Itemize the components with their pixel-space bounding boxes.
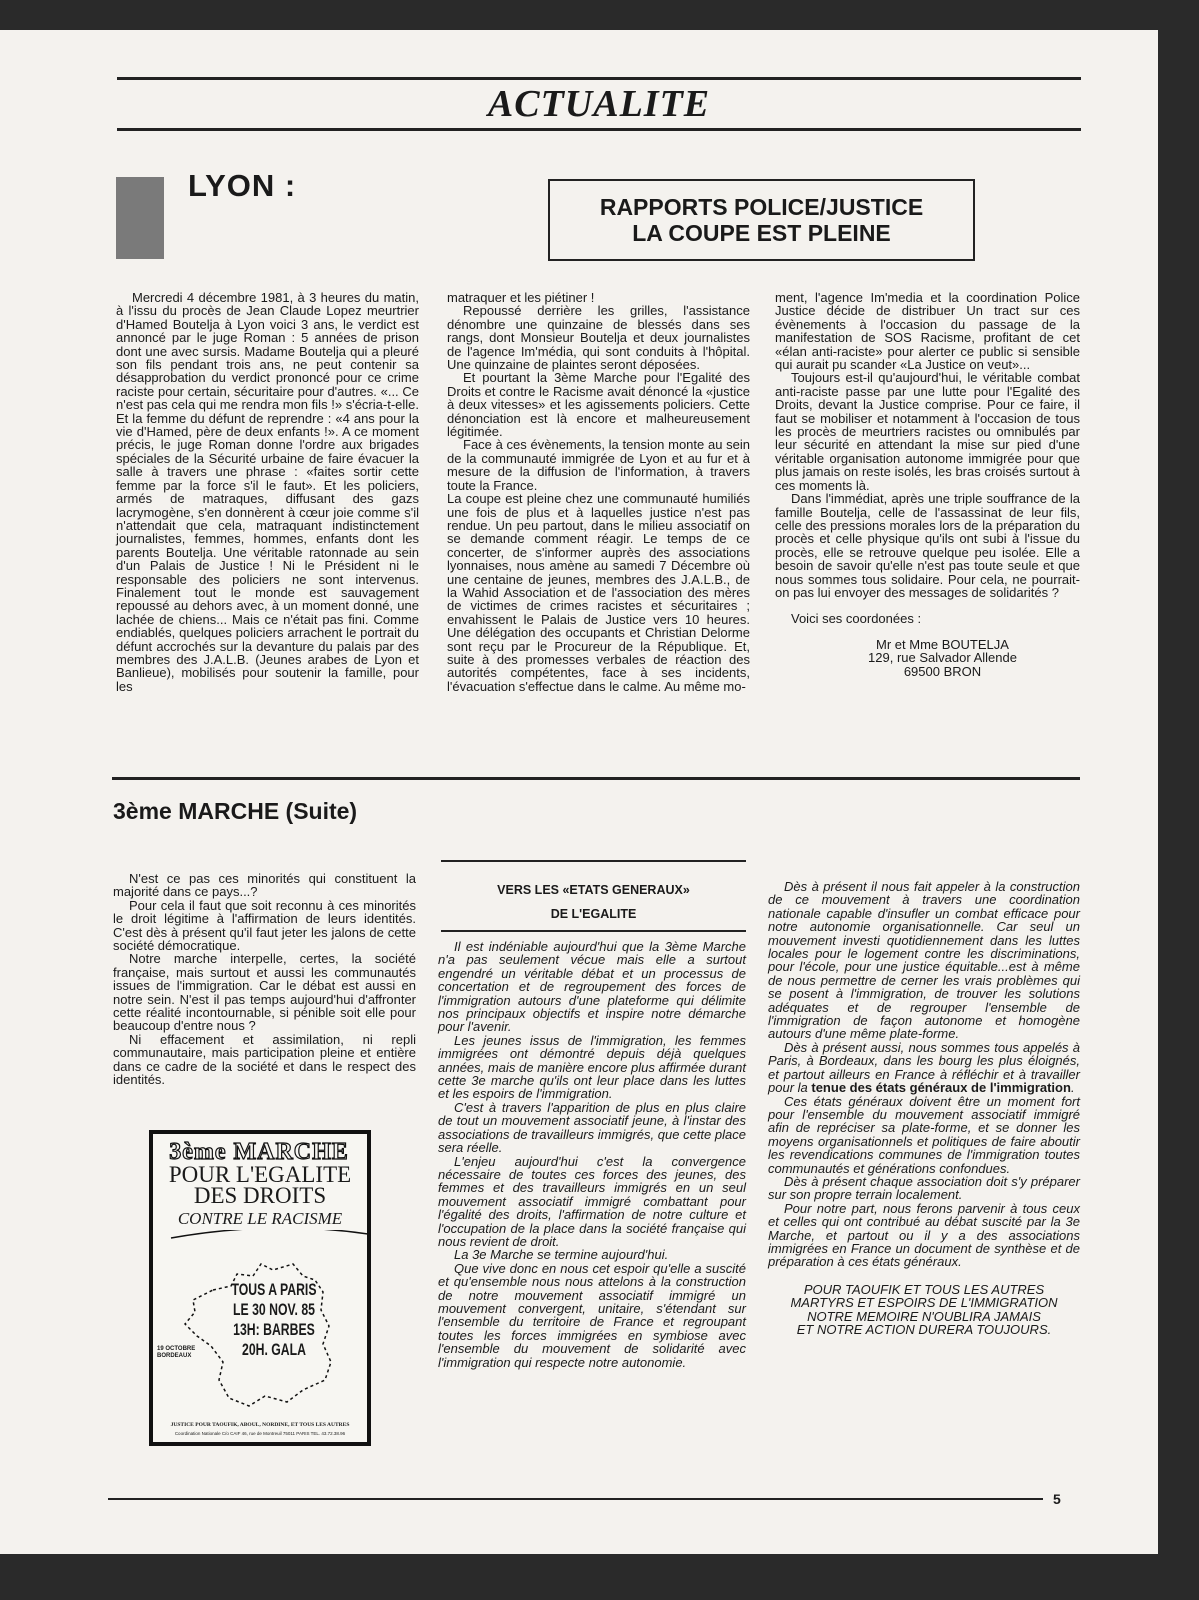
bold-phrase: tenue des états généraux de l'immigration	[811, 1080, 1071, 1096]
marche-column-2	[438, 940, 746, 1369]
paragraph-text: Dès à présent aussi, nous sommes tous appelés à Paris, à Bordeaux, dans les bourg les plus éloignés, et partout ailleurs en France à réfléchir et à travailler pour la	[768, 1039, 1080, 1096]
magazine-page	[0, 30, 1158, 1554]
paragraph: Ces états généraux doivent être un moment fort pour l'ensemble du mouvement associatif immigré afin de repréciser sa plate-forme, et se donner les moyens organisationnels et politiques de faire aboutir les revendications communes de l'immigration toutes communautés et générations confondues.	[768, 1093, 1080, 1176]
address-block	[805, 638, 1080, 678]
marche-column-1	[113, 872, 416, 1087]
etats-title	[441, 878, 746, 926]
poster-map-line: LE 30 NOV. 85	[233, 1300, 315, 1319]
closing-line: POUR TAOUFIK ET TOUS LES AUTRES	[803, 1281, 1045, 1297]
closing-line: ET NOTRE ACTION DURERA TOUJOURS.	[796, 1322, 1052, 1337]
paragraph: Mercredi 4 décembre 1981, à 3 heures du matin, à l'issu du procès de Jean Claude Lopez meurtrier d'Hamed Boutelja à Lyon voici 3 ans, le verdict est annoncé par le juge Roman : 5 années de prison dont une avec sursis. Madame Boutelja qui a pleuré son fils pendant trois ans, ne peut contenir sa désapprobation du verdict prononcé pour ce crime raciste pour certain, sécuritaire pour d'autres. «... Ce n'est pas cela qui me rendra mon fils !» s'écria-t-elle. Et la femme du défunt de reprendre : «4 ans pour la vie d'Hamed, père de deux enfants !». A ce moment précis, le juge Roman donne l'ordre aux brigades spéciales de la Sécurité urbaine de faire évacuer la salle à travers une phrase : «faites sortir cette femme par la force s'il le faut». Et les policiers, armés de matraques, diffusant des gazs lacrymogène, s'en donnèrent à cœur joie comme s'il n'attendait que cela, matraquant indistinctement journalistes, femmes, hommes, enfants dont les parents Boutelja. Une véritable ratonnade au sein d'un Palais de Justice ! Ni le Président ni le responsable des policiers ne sont intervenus. Finalement tout le monde est sauvagement repoussé au dehors avec, à un moment donné, une lachée de chiens... Mais ce n'était pas fini. Comme endiablés, quelques policiers arrachent le portrait du défunt accrochés sur la devanture du palais par des membres des J.A.L.B. (Jeunes arabes de Lyon et Banlieue), mobilisés pour soutenir la famille, pour les	[116, 290, 419, 694]
paragraph: Pour cela il faut que soit reconnu à ces minorités le droit légitime à l'affirmation de leurs identités. C'est dès à présent qu'il faut jeter les jalons de cette société démocratique.	[113, 897, 416, 954]
paragraph: Voici ses coordonées :	[791, 611, 922, 627]
paragraph: La coupe est pleine chez une communauté humiliés une fois de plus et à laquelles justice n'est pas rendue. Un peu partout, dans le milieu associatif on se demande comment réagir. Le temps de ce concerter, de s'informer auprès des associations lyonnaises, nous amène au samedi 7 Décembre où une centaine de jeunes, membres des J.A.L.B., de la Wahid Association et de l'association des mères de victimes de crimes racistes et sécuritaires ; envahissent le Palais de Justice vers 10 heures. Une délégation des occupants et Christian Delorme sont reçu par le Procureur de la République. Et, suite à des promesses verbales de réaction des autorités compétentes, face à ses incidents, l'évacuation s'effectue dans le calme. Au même mo-	[447, 491, 750, 694]
paragraph: Dès à présent il nous fait appeler à la construction de ce mouvement à travers une coordination nationale capable d'insufler un combat efficace pour notre autonomie organisationnelle. Car seul un mouvement investi quotidiennement dans les luttes locales pour le logement contre les discriminations, pour l'école, pour une justice équitable...est à même de nous permettre de cerner les vrais problèmes qui se posent à l'immigration, de trouver les solutions adéquates et de regrouper l'ensemble de l'immigration de façon autonome et homogène autours d'une même plate-forme.	[768, 879, 1080, 1042]
address-line: Mr et Mme BOUTELJA	[876, 636, 1009, 652]
lyon-heading: LYON :	[188, 168, 297, 203]
paragraph: Repoussé derrière les grilles, l'assistance dénombre une quinzaine de blessés dans ses rangs, dont Monsieur Boutelja et deux journalistes de l'agence Im'média, qui sont conduits à l'hôpital. Une quinzaine de plaintes seront déposées.	[447, 303, 750, 373]
header-top-rule	[117, 77, 1081, 80]
paragraph: Dès à présent aussi, nous sommes tous appelés à Paris, à Bordeaux, dans les bourg les plus éloignés, et partout ailleurs en France à réfléchir et à travailler pour la tenue des états généraux de l'immigration.	[768, 1039, 1080, 1096]
header-bottom-rule	[117, 128, 1081, 131]
etats-title-line-1: VERS LES «ETATS GENERAUX»	[497, 883, 690, 897]
paragraph: Notre marche interpelle, certes, la société française, mais surtout et aussi les communautés issues de l'immigration. Car le débat est aussi en notre sein. N'est il pas temps aujourd'hui d'affronter cette réalité incontournable, si pénible soit elle pour beaucoup d'entre nous ?	[113, 951, 416, 1034]
paragraph: Il est indéniable aujourd'hui que la 3ème Marche n'a pas seulement vécue mais elle a surtout engendré un véritable débat et un processus de concertation et de regroupement des forces de l'immigration autours d'une plateforme qui délimite nos principaux objectifs et inspire notre démarche pour l'avenir.	[438, 939, 746, 1035]
boxed-title	[548, 179, 975, 261]
marche-column-3	[768, 880, 1080, 1336]
closing-line: MARTYRS ET ESPOIRS DE L'IMMIGRATION	[790, 1295, 1058, 1311]
paragraph: ment, l'agence Im'media et la coordination Police Justice décide de distribuer Un tract sur ces évènements à l'occasion du passage de la manifestation de SOS Racisme, profitant de cet «élan anti-raciste» pour alerter ce public si sensible qui aurait pu scander «La Justice on veut»...	[775, 290, 1080, 373]
etats-title-line-2: DE L'EGALITE	[550, 907, 637, 921]
paragraph: C'est à travers l'apparition de plus en plus claire de tout un mouvement associatif jeune, à l'instar des associations de travailleurs immigrés, que cette place sera réelle.	[438, 1099, 746, 1156]
page-number: 5	[1053, 1491, 1061, 1507]
poster-map-line: 20H. GALA	[242, 1340, 306, 1359]
poster-map-line: 13H: BARBES	[233, 1320, 315, 1339]
paragraph: Ni effacement et assimilation, ni repli communautaire, mais participation pleine et entière dans ce cadre de la société et dans le respect des identités.	[113, 1031, 416, 1088]
poster-line-4: CONTRE LE RACISME	[177, 1209, 343, 1228]
poster-map-line: TOUS A PARIS	[231, 1280, 317, 1299]
lyon-column-1	[116, 291, 419, 693]
closing-line: NOTRE MEMOIRE N'OUBLIRA JAMAIS	[807, 1308, 1041, 1324]
paragraph: Dans l'immédiat, après une triple souffrance de la famille Boutelja, celle de l'assassinat de leur fils, celle des pressions morales lors de la préparation du procès et celle physique qu'ils ont subi à l'issue du procès, elle se retrouve quelque peu isolée. Elle a besoin de savoir qu'elle n'est pas toute seule et que nous sommes tous solidaire. Pour cela, ne pourrait-on pas lui envoyer des messages de solidarités ?	[775, 491, 1080, 600]
paragraph: Les jeunes issus de l'immigration, les femmes immigrées ont démontré depuis déjà quelques années, mais de manière encore plus affirmée durant cette 3e marche qu'ils ont leur place dans les luttes et les espoirs de l'immigration.	[438, 1032, 746, 1102]
paragraph: Dès à présent chaque association doit s'y préparer sur son propre terrain localement.	[768, 1173, 1080, 1203]
section-title: ACTUALITE	[487, 83, 711, 125]
poster-line-1: 3ème MARCHE	[169, 1139, 349, 1165]
paragraph: matraquer et les piétiner !	[447, 290, 595, 305]
lyon-column-3	[775, 291, 1080, 678]
poster-side-note-line: BORDEAUX	[157, 1353, 192, 1359]
poster-line-2: POUR L'EGALITE	[168, 1162, 352, 1187]
poster-line-3: DES DROITS	[193, 1183, 327, 1208]
poster-side-note-line: 19 OCTOBRE	[157, 1346, 196, 1352]
closing-slogan	[768, 1283, 1080, 1337]
paragraph: Pour notre part, nous ferons parvenir à tous ceux et celles qui ont contribué au débat suscité par la 3e Marche, et partout ou il y a des associations immigrées en France un document de synthèse et de préparation à ces états généraux.	[768, 1200, 1080, 1270]
section-divider-rule	[112, 777, 1080, 780]
etats-bottom-rule	[441, 930, 746, 932]
boxed-title-line-2: LA COUPE EST PLEINE	[632, 220, 891, 246]
paragraph: N'est ce pas ces minorités qui constituent la majorité dans ce pays...?	[113, 871, 416, 900]
address-line: 129, rue Salvador Allende	[868, 650, 1017, 666]
poster-side-note	[157, 1346, 195, 1360]
paragraph: Que vive donc en nous cet espoir qu'elle a suscité et qu'ensemble nous nous attelons à la construction de notre mouvement associatif immigré un mouvement convergent, unitaire, s'étendant sur l'ensemble du territoire de France et regroupant toutes les forces immigrées en symbiose avec l'ensemble du mouvement de solidarité avec l'immigration qui respecte notre autonomie.	[438, 1260, 746, 1370]
marche-poster	[149, 1130, 371, 1446]
boxed-title-line-1: RAPPORTS POLICE/JUSTICE	[599, 194, 924, 220]
paragraph: Face à ces évènements, la tension monte au sein de la communauté immigrée de Lyon et au fur et à mesure de la diffusion de l'information, à travers toute la France.	[447, 437, 750, 493]
lyon-column-2	[447, 291, 750, 693]
paragraph: Toujours est-il qu'aujourd'hui, le véritable combat anti-raciste passe par une lutte pour l'Egalité des Droits, devant la Justice comprise. Pour ce faire, il faut se mobiliser et notamment à l'occasion de tous les procès de meurtriers racistes ou omnibulés par leur sécurité en attendant la mise sur pied d'une véritable organisation autonome immigrée pour que plus jamais on reste isolés, les bras croisés surtout à ces moments là.	[775, 370, 1080, 493]
poster-footer-small: Coordination Nationale C/o CAIF 46, rue de Montreuil 75011 PARIS TEL. 43.72.38.96	[174, 1431, 346, 1436]
poster-footer: JUSTICE POUR TAOUFIK, ABOUL, NORDINE, ET TOUS LES AUTRES	[170, 1422, 350, 1428]
poster-map-text	[227, 1280, 321, 1360]
footer-rule	[108, 1498, 1043, 1500]
paragraph: Et pourtant la 3ème Marche pour l'Egalité des Droits et contre le Racisme avait dénoncé la «justice à deux vitesses» et les agissements policiers. Cette dénonciation est là encore et malheureusement légitimée.	[447, 370, 750, 440]
paragraph: La 3e Marche se termine aujourd'hui.	[454, 1247, 669, 1263]
etats-top-rule	[441, 860, 746, 862]
paragraph: L'enjeu aujourd'hui c'est la convergence nécessaire de toutes ces forces des jeunes, des femmes et des travailleurs immigrés en un seul mouvement associatif immigré combattant pour l'égalité des droits, l'affirmation de notre culture et l'occupation de la place dans la société française qui nous revient de droit.	[438, 1153, 746, 1249]
address-line: 69500 BRON	[903, 663, 982, 679]
grey-marker-block	[116, 177, 164, 259]
marche-heading: 3ème MARCHE (Suite)	[113, 798, 358, 824]
